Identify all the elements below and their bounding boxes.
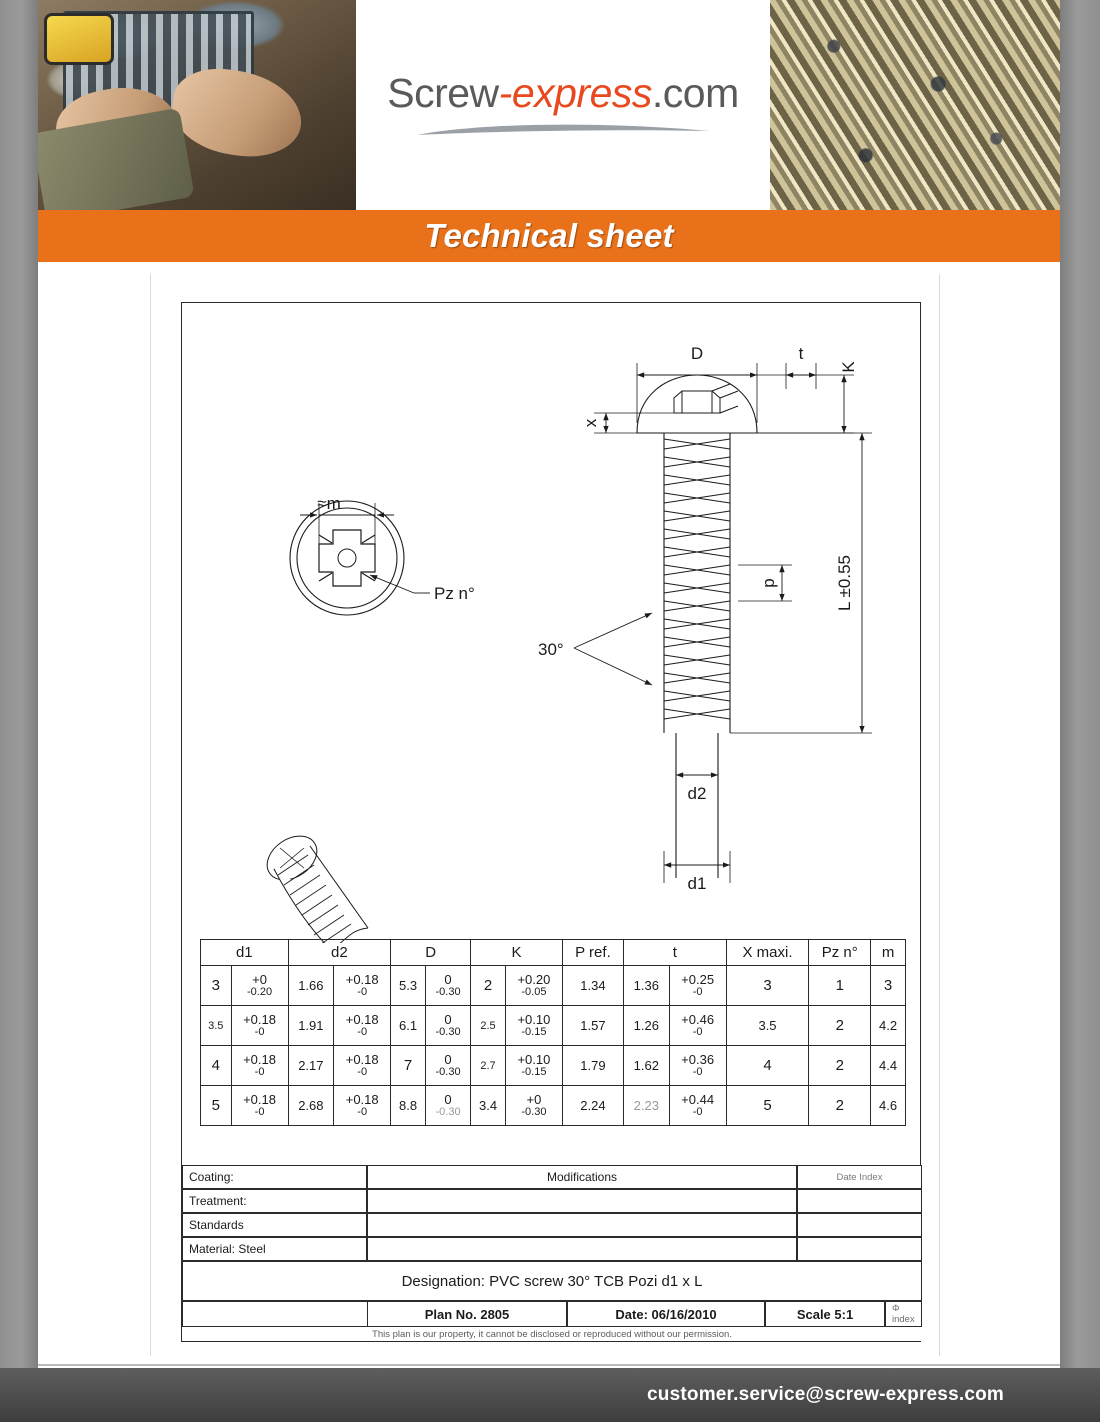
cell-d2-tol-lo: -0 <box>357 1025 368 1038</box>
cell-K-tol-lo: -0.30 <box>521 1105 547 1118</box>
logo-text-com: .com <box>651 69 739 116</box>
cell-d1: 3.5 <box>201 1006 232 1046</box>
plan-number: Plan No. 2805 <box>367 1301 567 1327</box>
site-logo[interactable] <box>356 0 770 210</box>
date-index-row-1 <box>797 1189 922 1213</box>
footer-divider <box>38 1364 1060 1366</box>
cell-pz: 1 <box>809 966 871 1006</box>
cell-d2-tol-lo: -0 <box>357 1105 368 1118</box>
cell-K-tol-lo: -0.15 <box>521 1025 547 1038</box>
label-x: x <box>581 418 600 428</box>
cell-d2-tol-hi: +0.18 <box>345 1051 379 1067</box>
disclaimer: This plan is our property, it cannot be disclosed or reproduced without our permission. <box>182 1327 922 1341</box>
cell-t-tol-lo: -0 <box>692 1025 703 1038</box>
modifications-row-2 <box>367 1213 797 1237</box>
cell-D-tol-lo: -0.30 <box>435 985 461 998</box>
cell-d2: 1.91 <box>288 1006 334 1046</box>
label-L: L ±0.55 <box>835 555 854 611</box>
th-K: K <box>471 940 563 966</box>
cell-D-tol-hi: 0 <box>444 1091 452 1107</box>
label-p: p <box>759 578 778 588</box>
cell-D: 5.3 <box>391 966 426 1006</box>
cell-m: 4.4 <box>871 1046 906 1086</box>
plan-scale: Scale 5:1 <box>765 1301 885 1327</box>
cell-K-tol-hi: +0.10 <box>517 1051 551 1067</box>
cell-m: 4.2 <box>871 1006 906 1046</box>
title-block <box>182 1165 922 1341</box>
cell-d1-tol-hi: +0.18 <box>243 1011 276 1027</box>
cell-K: 2 <box>471 966 506 1006</box>
cell-t-tol-lo: -0 <box>692 985 703 998</box>
coating-label: Coating: <box>182 1165 367 1189</box>
titleblock-blank-left <box>182 1301 367 1327</box>
table-row <box>201 1046 906 1086</box>
label-K: K <box>839 361 858 373</box>
cell-P: 1.57 <box>562 1006 623 1046</box>
header-photo-tools <box>38 0 356 210</box>
date-index-row-3 <box>797 1237 922 1261</box>
logo-swoosh-icon <box>413 119 713 141</box>
label-m: ≈m <box>317 494 341 513</box>
banner-title: Technical sheet <box>424 217 674 254</box>
label-d1: d1 <box>687 874 707 893</box>
cell-D: 8.8 <box>391 1086 426 1126</box>
cell-t: 1.26 <box>623 1006 669 1046</box>
cell-t: 2.23 <box>623 1086 669 1126</box>
cell-X: 5 <box>726 1086 809 1126</box>
cell-D-tol-lo: -0.30 <box>435 1105 461 1118</box>
drawing-sheet <box>150 274 940 1356</box>
th-t: t <box>623 940 726 966</box>
cell-D-tol-hi: 0 <box>444 1051 452 1067</box>
cell-K-tol-hi: +0.10 <box>517 1011 551 1027</box>
cell-d1-tol-lo: -0 <box>254 1025 265 1038</box>
designation: Designation: PVC screw 30° TCB Pozi d1 x L <box>182 1261 922 1301</box>
drawing-frame <box>181 302 921 1342</box>
cell-d1-tol-hi: +0 <box>252 971 267 987</box>
cell-P: 1.34 <box>562 966 623 1006</box>
modifications-row-1 <box>367 1189 797 1213</box>
th-d1: d1 <box>201 940 289 966</box>
treatment-label: Treatment: <box>182 1189 367 1213</box>
th-pz: Pz n° <box>809 940 871 966</box>
cell-t-tol-lo: -0 <box>692 1065 703 1078</box>
plan-date: Date: 06/16/2010 <box>567 1301 765 1327</box>
cell-d1: 3 <box>201 966 232 1006</box>
cell-t: 1.36 <box>623 966 669 1006</box>
cell-K-tol-hi: +0.20 <box>517 971 551 987</box>
table-row <box>201 1086 906 1126</box>
label-t: t <box>798 344 804 363</box>
cell-X: 4 <box>726 1046 809 1086</box>
date-index-row-2 <box>797 1213 922 1237</box>
dimensions-table <box>200 939 906 1126</box>
cell-d1-tol-lo: -0 <box>254 1065 265 1078</box>
cell-d2-tol-hi: +0.18 <box>345 971 379 987</box>
screw-technical-drawing <box>182 303 922 943</box>
date-index-label: Date Index <box>797 1165 922 1189</box>
label-D: D <box>690 344 704 363</box>
standards-label: Standards <box>182 1213 367 1237</box>
cell-d2-tol-lo: -0 <box>357 1065 368 1078</box>
modifications-row-3 <box>367 1237 797 1261</box>
cell-t-tol-hi: +0.36 <box>681 1051 715 1067</box>
cell-K: 2.7 <box>471 1046 506 1086</box>
th-P: P ref. <box>562 940 623 966</box>
page-left-rail <box>0 0 38 1422</box>
th-m: m <box>871 940 906 966</box>
modifications-label: Modifications <box>367 1165 797 1189</box>
cell-P: 1.79 <box>562 1046 623 1086</box>
page-right-rail <box>1060 0 1100 1422</box>
cell-pz: 2 <box>809 1006 871 1046</box>
cell-D-tol-lo: -0.30 <box>435 1025 461 1038</box>
cell-pz: 2 <box>809 1086 871 1126</box>
table-header-row <box>201 940 906 966</box>
cell-K-tol-hi: +0 <box>526 1091 542 1107</box>
cell-D: 6.1 <box>391 1006 426 1046</box>
cell-D: 7 <box>391 1046 426 1086</box>
label-pz: Pz n° <box>434 584 475 603</box>
cell-d1-tol-hi: +0.18 <box>243 1051 276 1067</box>
cell-d2: 1.66 <box>288 966 334 1006</box>
logo-text <box>387 70 739 117</box>
cell-t-tol-hi: +0.25 <box>681 971 715 987</box>
cell-K-tol-lo: -0.05 <box>521 985 547 998</box>
table-row <box>201 966 906 1006</box>
cell-X: 3 <box>726 966 809 1006</box>
cell-m: 4.6 <box>871 1086 906 1126</box>
page-footer <box>0 1368 1100 1422</box>
cell-t: 1.62 <box>623 1046 669 1086</box>
th-X: X maxi. <box>726 940 809 966</box>
cell-d2: 2.68 <box>288 1086 334 1126</box>
logo-text-express: -express <box>498 69 652 116</box>
cell-d1-tol-lo: -0.20 <box>247 985 273 998</box>
cell-t-tol-lo: -0 <box>692 1105 703 1118</box>
cell-d2-tol-lo: -0 <box>357 985 368 998</box>
table-row <box>201 1006 906 1046</box>
cell-d2: 2.17 <box>288 1046 334 1086</box>
cell-D-tol-hi: 0 <box>444 1011 452 1027</box>
cell-d1: 5 <box>201 1086 232 1126</box>
cell-m: 3 <box>871 966 906 1006</box>
cell-t-tol-hi: +0.44 <box>681 1091 715 1107</box>
cell-d1: 4 <box>201 1046 232 1086</box>
cell-D-tol-lo: -0.30 <box>435 1065 461 1078</box>
label-angle: 30° <box>538 640 564 659</box>
label-d2: d2 <box>687 784 707 803</box>
phi-index: Φ index <box>885 1301 922 1327</box>
technical-sheet-banner <box>38 210 1060 262</box>
cell-K: 3.4 <box>471 1086 506 1126</box>
cell-K: 2.5 <box>471 1006 506 1046</box>
cell-X: 3.5 <box>726 1006 809 1046</box>
cell-D-tol-hi: 0 <box>444 971 452 987</box>
logo-text-screw: Screw <box>387 69 499 116</box>
th-D: D <box>391 940 471 966</box>
cell-d2-tol-hi: +0.18 <box>345 1011 379 1027</box>
th-d2: d2 <box>288 940 391 966</box>
footer-email[interactable]: customer.service@screw-express.com <box>647 1384 1004 1405</box>
header-photo-screws <box>770 0 1060 210</box>
material-label: Material: Steel <box>182 1237 367 1261</box>
cell-d1-tol-hi: +0.18 <box>243 1091 276 1107</box>
cell-K-tol-lo: -0.15 <box>521 1065 547 1078</box>
cell-pz: 2 <box>809 1046 871 1086</box>
page-header <box>38 0 1060 210</box>
cell-t-tol-hi: +0.46 <box>681 1011 715 1027</box>
cell-d2-tol-hi: +0.18 <box>345 1091 379 1107</box>
cell-P: 2.24 <box>562 1086 623 1126</box>
cell-d1-tol-lo: -0 <box>254 1105 265 1118</box>
